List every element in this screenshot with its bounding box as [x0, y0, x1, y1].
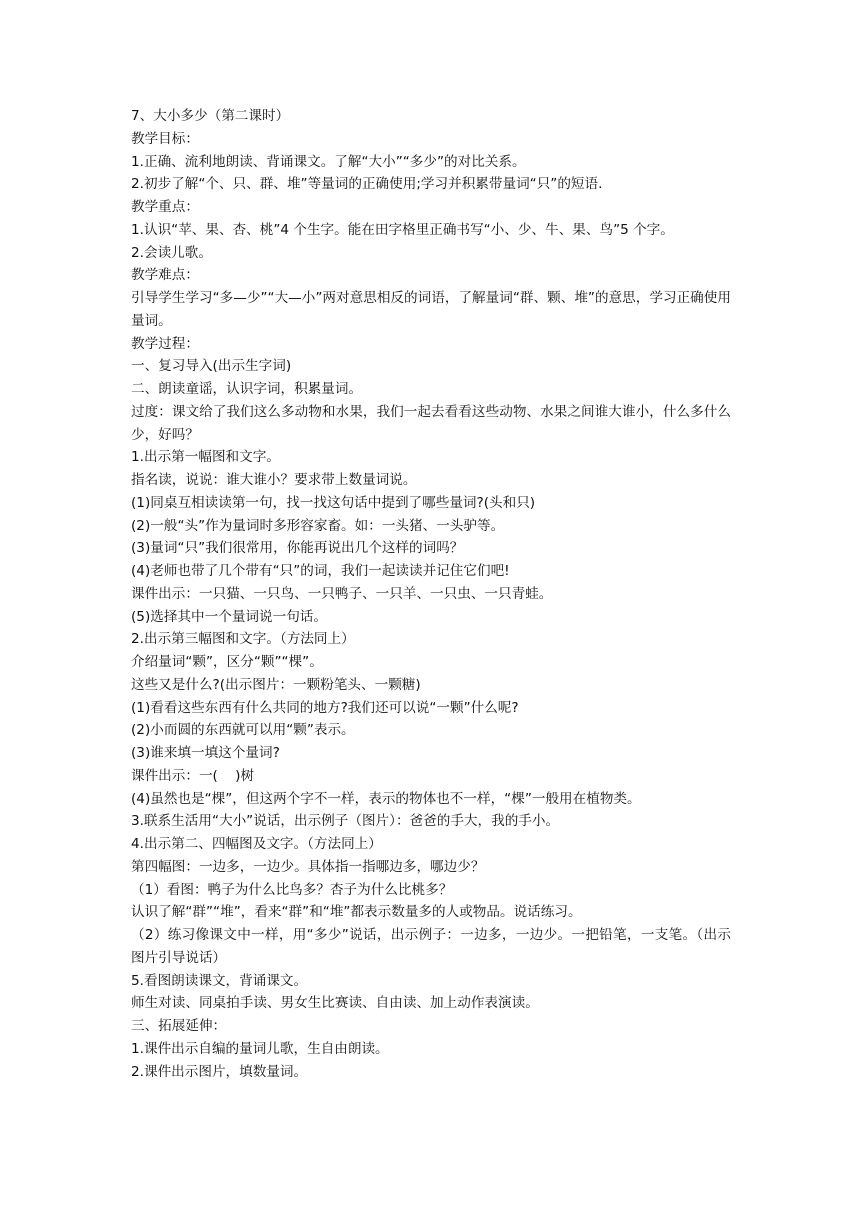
section-heading-difficulties: 教学难点：	[131, 267, 199, 284]
key-point-item: 1.认识“苹、果、杏、桃”4 个生字。能在田字格里正确书写“小、少、牛、果、鸟”5 个字。	[131, 221, 674, 238]
paragraph: 第四幅图：一边多，一边少。具体指一指哪边多，哪边少？	[131, 858, 485, 875]
paragraph: 课件出示：一( )树	[131, 767, 255, 784]
section-heading-objectives: 教学目标：	[131, 130, 199, 147]
objective-item: 1.正确、流利地朗读、背诵课文。了解“大小”“多少”的对比关系。	[131, 153, 526, 170]
section-heading-key-points: 教学重点：	[131, 199, 199, 215]
paragraph: (3)谁来填一填这个量词?	[131, 745, 280, 761]
paragraph: 2.课件出示图片，填数量词。	[131, 1063, 308, 1080]
paragraph: 1.出示第一幅图和文字。	[131, 449, 280, 466]
paragraph: 师生对读、同桌拍手读、男女生比赛读、自由读、加上动作表演读。	[131, 995, 539, 1012]
paragraph: 介绍量词“颗”，区分“颗”“棵”。	[131, 654, 323, 670]
paragraph: (4)虽然也是“棵”，但这两个字不一样，表示的物体也不一样，“棵”一般用在植物类。	[131, 790, 641, 807]
process-step: 二、朗读童谣，认识字词，积累量词。	[131, 381, 363, 397]
paragraph: 2.出示第三幅图和文字。（方法同上）	[131, 631, 355, 648]
lesson-title: 7、大小多少（第二课时）	[131, 108, 290, 124]
paragraph: 3.联系生活用“大小”说话，出示例子（图片）：爸爸的手大，我的手小。	[131, 813, 560, 830]
objective-item: 2.初步了解“个、只、群、堆”等量词的正确使用;学习并积累带量词“只”的短语.	[131, 176, 603, 193]
paragraph: 5.看图朗读课文，背诵课文。	[131, 972, 308, 989]
paragraph: （2）练习像课文中一样，用“多少”说话，出示例子：一边多，一边少。一把铅笔，一支笔。（出示图片引导说话）	[131, 927, 731, 966]
paragraph: (3)量词“只”我们很常用，你能再说出几个这样的词吗？	[131, 540, 464, 557]
paragraph: 指名读，说说：谁大谁小？要求带上数量词说。	[131, 472, 417, 488]
key-point-item: 2.会读儿歌。	[131, 244, 212, 261]
paragraph: 4.出示第二、四幅图及文字。（方法同上）	[131, 836, 382, 852]
process-step: 一、复习导入(出示生字词)	[131, 358, 292, 375]
section-heading-process: 教学过程：	[131, 335, 199, 352]
paragraph: 认识了解“群”“堆”，看来“群”和“堆”都表示数量多的人或物品。说话练习。	[131, 904, 582, 921]
section-heading-extension: 三、拓展延伸：	[131, 1018, 227, 1034]
lesson-plan-body	[131, 105, 731, 1083]
paragraph: (2)小而圆的东西就可以用“颗”表示。	[131, 722, 355, 739]
paragraph: (1)同桌互相读读第一句，找一找这句话中提到了哪些量词?(头和只)	[131, 494, 536, 511]
paragraph: (5)选择其中一个量词说一句话。	[131, 608, 327, 625]
difficulty-text: 引导学生学习“多—少”“大—小”两对意思相反的词语，了解量词“群、颗、堆”的意思，学习正确使用量词。	[131, 290, 731, 329]
paragraph: (2)一般“头”作为量词时多形容家畜。如：一头猪、一头驴等。	[131, 517, 505, 534]
paragraph: （1）看图：鸭子为什么比鸟多？杏子为什么比桃多？	[131, 881, 453, 898]
paragraph: 1.课件出示自编的量词儿歌，生自由朗读。	[131, 1040, 389, 1057]
paragraph: 课件出示：一只猫、一只鸟、一只鸭子、一只羊、一只虫、一只青蛙。	[131, 585, 553, 602]
paragraph: 这些又是什么?(出示图片：一颗粉笔头、一颗糖)	[131, 676, 421, 693]
paragraph: 过度：课文给了我们这么多动物和水果，我们一起去看看这些动物、水果之间谁大谁小，什么多什么少，好吗？	[131, 403, 731, 443]
paragraph: (4)老师也带了几个带有“只”的词，我们一起读读并记住它们吧!	[131, 563, 510, 579]
paragraph: (1)看看这些东西有什么共同的地方?我们还可以说“一颗”什么呢?	[131, 699, 519, 716]
